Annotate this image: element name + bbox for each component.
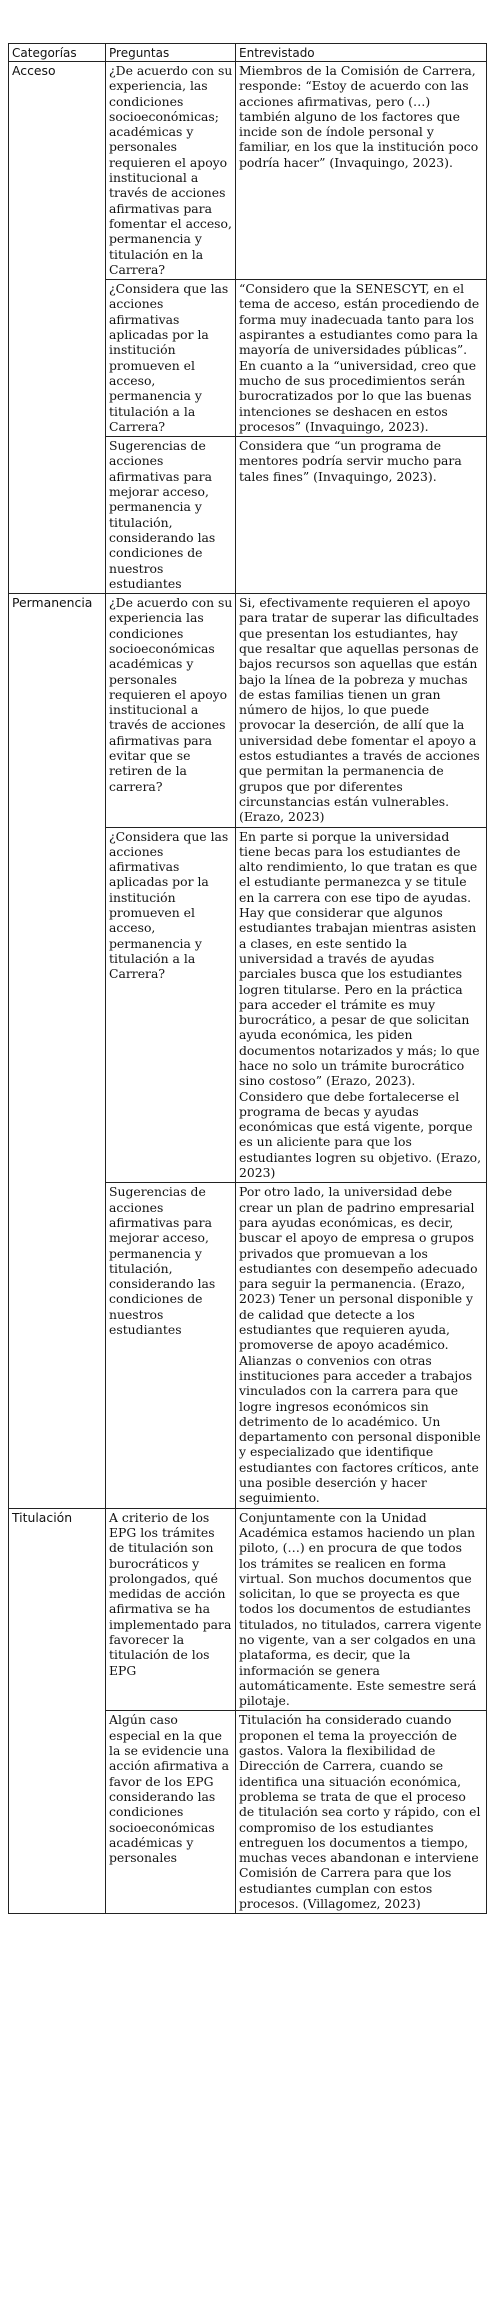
answer-cell: Miembros de la Comisión de Carrera, responde: “Estoy de acuerdo con las acciones afirmativas, pero (…) también alguno de los factores que incide son de índole personal y familiar, en los que la institución poco podría hacer” (Invaquingo, 2023). — [236, 62, 487, 280]
header-entrevistado: Entrevistado — [236, 44, 487, 62]
question-cell: A criterio de los EPG los trámites de titulación son burocráticos y prolongados, qué medidas de acción afirmativa se ha implementado para favorecer la titulación de los EPG — [106, 1508, 236, 1711]
interview-table — [8, 43, 487, 1914]
question-cell: ¿Considera que las acciones afirmativas aplicadas por la institución promueven el acceso, permanencia y titulación a la Carrera? — [106, 280, 236, 437]
question-cell: ¿De acuerdo con su experiencia las condiciones socioeconómicas académicas y personales requieren el apoyo institucional a través de acciones afirmativas para evitar que se retiren de la carrera? — [106, 594, 236, 827]
answer-cell: Si, efectivamente requieren el apoyo para tratar de superar las dificultades que presentan los estudiantes, hay que resaltar que aquellas personas de bajos recursos son aquellas que están bajo la línea de la pobreza y muchas de estas familias tienen un gran número de hijos, lo que puede provocar la deserción, de allí que la universidad debe fomentar el apoyo a estos estudiantes a través de acciones que permitan la permanencia de grupos que por diferentes circunstancias están vulnerables. (Erazo, 2023) — [236, 594, 487, 827]
category-cell-acceso: Acceso — [9, 62, 106, 594]
question-cell: Sugerencias de acciones afirmativas para mejorar acceso, permanencia y titulación, considerando las condiciones de nuestros estudiantes — [106, 1183, 236, 1508]
question-cell: ¿De acuerdo con su experiencia, las condiciones socioeconómicas; académicas y personales requieren el apoyo institucional a través de acciones afirmativas para fomentar el acceso, permanencia y titulación en la Carrera? — [106, 62, 236, 280]
answer-cell: En parte si porque la universidad tiene becas para los estudiantes de alto rendimiento, lo que tratan es que el estudiante permanezca y se titule en la carrera con ese tipo de ayudas. Hay que considerar que algunos estudiantes trabajan mientras asisten a clases, en este sentido la universidad a través de ayudas parciales busca que los estudiantes logren titularse. Pero en la práctica para acceder el trámite es muy burocrático, a pesar de que solicitan ayuda económica, les piden documentos notarizados y más; lo que hace no solo un trámite burocrático sino costoso” (Erazo, 2023). Considero que debe fortalecerse el programa de becas y ayudas económicas que está vigente, porque es un aliciente para que los estudiantes logren su objetivo. (Erazo, 2023) — [236, 827, 487, 1183]
page — [8, 43, 486, 1914]
category-cell-permanencia: Permanencia — [9, 594, 106, 1509]
header-categorias: Categorías — [9, 44, 106, 62]
table-row — [9, 594, 487, 827]
answer-cell: Conjuntamente con la Unidad Académica estamos haciendo un plan piloto, (…) en procura de que todos los trámites se realicen en forma virtual. Son muchos documentos que solicitan, lo que se proyecta es que todos los documentos de estudiantes titulados, no titulados, carrera vigente no vigente, van a ser colgados en una plataforma, es decir, que la información se genera automáticamente. Este semestre será pilotaje. — [236, 1508, 487, 1711]
answer-cell: Por otro lado, la universidad debe crear un plan de padrino empresarial para ayudas económicas, es decir, buscar el apoyo de empresa o grupos privados que promuevan a los estudiantes con desempeño adecuado para seguir la permanencia. (Erazo, 2023) Tener un personal disponible y de calidad que detecte a los estudiantes que requieren ayuda, promoverse de apoyo académico. Alianzas o convenios con otras instituciones para acceder a trabajos vinculados con la carrera para que logre ingresos económicos sin detrimento de lo académico. Un departamento con personal disponible y especializado que identifique estudiantes con factores críticos, ante una posible deserción y hacer seguimiento. — [236, 1183, 487, 1508]
question-cell: Sugerencias de acciones afirmativas para mejorar acceso, permanencia y titulación, considerando las condiciones de nuestros estudiantes — [106, 437, 236, 594]
table-row — [9, 62, 487, 280]
table-row — [9, 1508, 487, 1711]
header-preguntas: Preguntas — [106, 44, 236, 62]
answer-cell: Titulación ha considerado cuando proponen el tema la proyección de gastos. Valora la flexibilidad de Dirección de Carrera, cuando se identifica una situación económica, problema se trata de que el proceso de titulación sea corto y rápido, con el compromiso de los estudiantes entreguen los documentos a tiempo, muchas veces abandonan e interviene Comisión de Carrera para que los estudiantes cumplan con estos procesos. (Villagomez, 2023) — [236, 1711, 487, 1914]
category-cell-titulacion: Titulación — [9, 1508, 106, 1914]
question-cell: Algún caso especial en la que la se evidencie una acción afirmativa a favor de los EPG considerando las condiciones socioeconómicas académicas y personales — [106, 1711, 236, 1914]
table-header-row — [9, 44, 487, 62]
question-cell: ¿Considera que las acciones afirmativas aplicadas por la institución promueven el acceso, permanencia y titulación a la Carrera? — [106, 827, 236, 1183]
answer-cell: “Considero que la SENESCYT, en el tema de acceso, están procediendo de forma muy inadecuada tanto para los aspirantes a estudiantes como para la mayoría de universidades públicas”. En cuanto a la “universidad, creo que mucho de sus procedimientos serán burocratizados por lo que las buenas intenciones se deshacen en estos procesos” (Invaquingo, 2023). — [236, 280, 487, 437]
answer-cell: Considera que “un programa de mentores podría servir mucho para tales fines” (Invaquingo, 2023). — [236, 437, 487, 594]
